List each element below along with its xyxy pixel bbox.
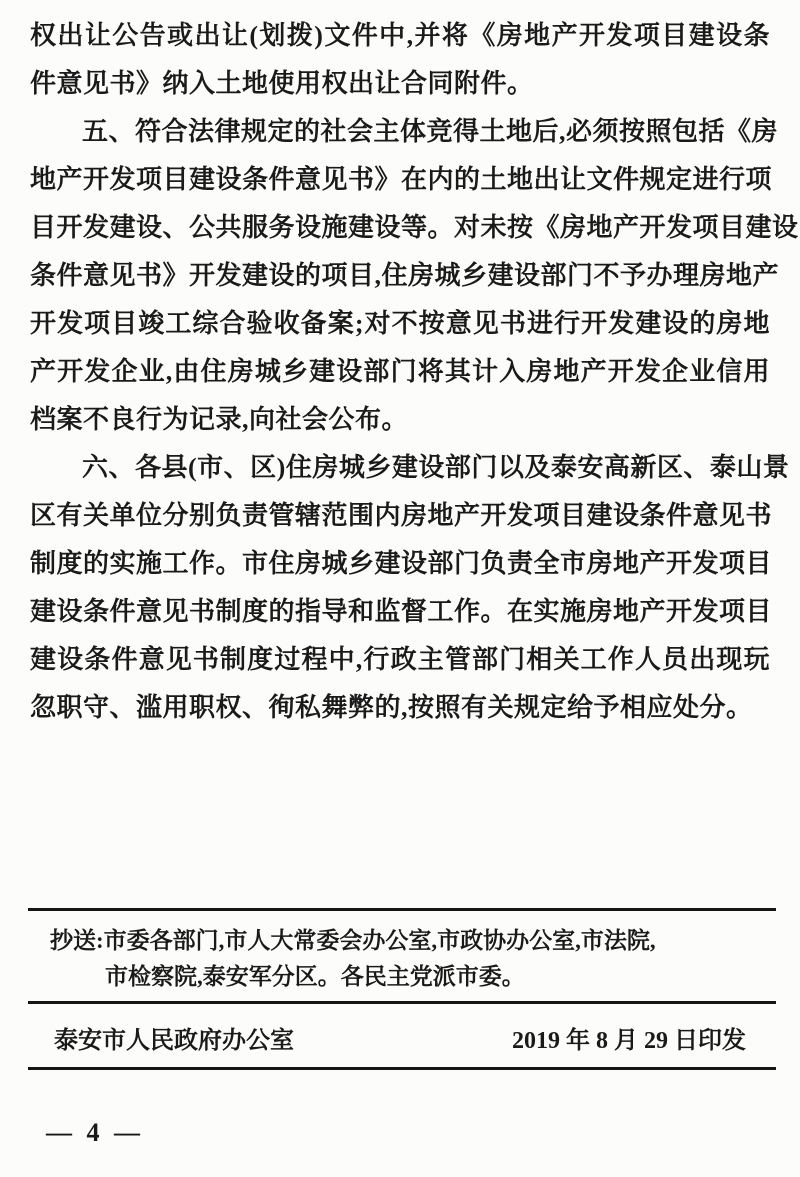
document-body	[30, 12, 799, 732]
body-line: 开发项目竣工综合验收备案;对不按意见书进行开发建设的房地	[30, 309, 770, 338]
body-line: 制度的实施工作。市住房城乡建设部门负责全市房地产开发项目	[30, 549, 773, 578]
body-line: 条件意见书》开发建设的项目,住房城乡建设部门不予办理房地产	[30, 261, 780, 290]
body-line: 区有关单位分别负责管辖范围内房地产开发项目建设条件意见书	[30, 501, 773, 530]
print-row	[28, 1004, 776, 1067]
copy-to-label: 抄送:	[50, 928, 104, 953]
body-line: 档案不良行为记录,向社会公布。	[30, 405, 409, 434]
print-date: 2019 年 8 月 29 日印发	[512, 1028, 746, 1054]
body-line: 建设条件意见书制度过程中,行政主管部门相关工作人员出现玩	[30, 645, 770, 674]
copy-to-section	[28, 911, 776, 1004]
page-number: — 4 —	[46, 1118, 144, 1147]
body-line: 五、符合法律规定的社会主体竞得土地后,必须按照包括《房	[82, 117, 779, 146]
issuing-office: 泰安市人民政府办公室	[54, 1028, 294, 1054]
body-line: 目开发建设、公共服务设施建设等。对未按《房地产开发项目建设	[30, 213, 799, 242]
body-line: 权出让公告或出让(划拨)文件中,并将《房地产开发项目建设条	[30, 21, 770, 50]
body-line: 忽职守、滥用职权、徇私舞弊的,按照有关规定给予相应处分。	[30, 693, 753, 722]
body-line: 产开发企业,由住房城乡建设部门将其计入房地产开发企业信用	[30, 357, 770, 386]
body-line: 件意见书》纳入土地使用权出让合同附件。	[30, 69, 534, 98]
body-line: 地产开发项目建设条件意见书》在内的土地出让文件规定进行项	[30, 165, 773, 194]
body-line: 六、各县(市、区)住房城乡建设部门以及泰安高新区、泰山景	[82, 453, 790, 482]
copy-to-line: 市委各部门,市人大常委会办公室,市政协办公室,市法院,	[103, 928, 656, 953]
body-line: 建设条件意见书制度的指导和监督工作。在实施房地产开发项目	[30, 597, 773, 626]
document-footer-block	[28, 908, 776, 1070]
copy-to-line: 市检察院,泰安军分区。各民主党派市委。	[105, 964, 525, 989]
